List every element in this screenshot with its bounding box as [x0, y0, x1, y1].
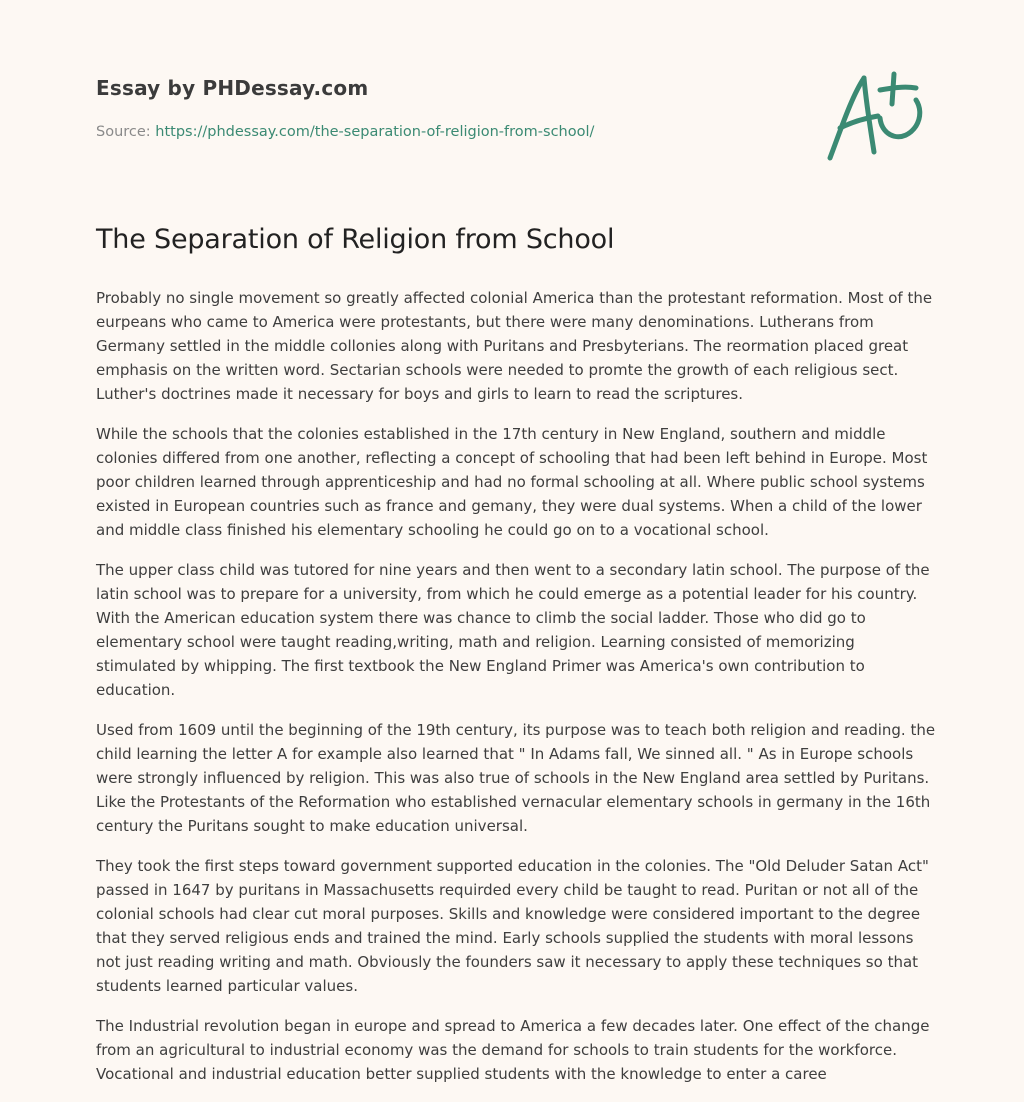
essay-paragraph: Used from 1609 until the beginning of the 19th century, its purpose was to teach both religion and reading. the child learning the letter A for example also learned that " In Adams fall, We sinned all. " As in Europe schools were strongly influenced by religion. This was also true of schools in the New England area settled by Puritans. Like the Protestants of the Reformation who established vernacular elementary schools in germany in the 16th century the Puritans sought to make education universal.	[96, 721, 936, 835]
essay-title: The Separation of Religion from School	[96, 224, 615, 255]
essay-paragraph: While the schools that the colonies established in the 17th century in New England, southern and middle colonies differed from one another, reflecting a concept of schooling that had been left behind in Europe. Most poor children learned through apprenticeship and had no formal schooling at all. Where public school systems existed in European countries such as france and gemany, they were dual systems. When a child of the lower and middle class finished his elementary schooling he could go on to a vocational school.	[96, 425, 928, 539]
essay-paragraph: They took the first steps toward government supported education in the colonies. The "Old Deluder Satan Act" passed in 1647 by puritans in Massachusetts requirded every child be taught to read. Puritan or not all of the colonial schools had clear cut moral purposes. Skills and knowledge were considered important to the degree that they served religious ends and trained the mind. Early schools supplied the students with moral lessons not just reading writing and math. Obviously the founders saw it necessary to apply these techniques so that students learned particular values.	[96, 857, 929, 995]
source-link[interactable]: https://phdessay.com/the-separation-of-religion-from-school/	[155, 124, 595, 140]
essay-paragraph: The Industrial revolution began in europe and spread to America a few decades later. One effect of the change from an agricultural to industrial economy was the demand for schools to train students for the workforce. Vocational and industrial education better supplied students with the knowledge to enter a caree	[96, 1017, 930, 1083]
essay-paragraph: Probably no single movement so greatly affected colonial America than the protestant reformation. Most of the eurpeans who came to America were protestants, but there were many denominations. Lutherans from Germany settled in the middle collonies along with Puritans and Presbyterians. The reormation placed great emphasis on the written word. Sectarian schools were needed to promte the growth of each religious sect. Luther's doctrines made it necessary for boys and girls to learn to read the scriptures.	[96, 289, 933, 403]
essay-paragraph: The upper class child was tutored for nine years and then went to a secondary latin school. The purpose of the latin school was to prepare for a university, from which he could emerge as a potential leader for his country. With the American education system there was chance to climb the social ladder. Those who did go to elementary school were taught reading,writing, math and religion. Learning consisted of memorizing stimulated by whipping. The first textbook the New England Primer was America's own contribution to education.	[96, 561, 930, 699]
a-plus-logo-icon	[820, 66, 930, 166]
source-line	[96, 124, 696, 140]
essay-body	[96, 286, 936, 1102]
essay-header	[96, 76, 696, 140]
source-label: Source:	[96, 124, 156, 140]
site-brand: Essay by PHDessay.com	[96, 76, 369, 100]
